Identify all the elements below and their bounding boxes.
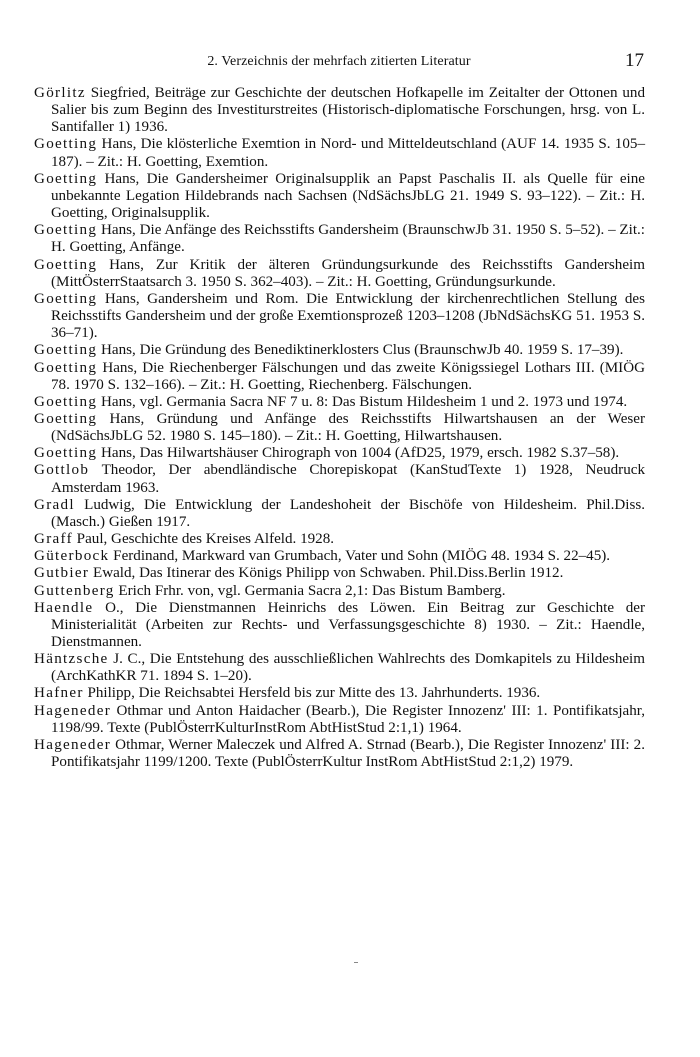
bibliography-entry	[34, 222, 645, 256]
bibliography-entry	[34, 136, 645, 170]
entry-text: Hans, Die Gandersheimer Originalsupplik an Papst Paschalis II. als Quelle für eine unbekannte Legation Hildebrands nach Sachsen (NdSächsJbLG 21. 1949 S. 93–122). – Zit.: H. Goetting, Originalsupplik.	[51, 170, 645, 222]
entry-text: Ewald, Das Itinerar des Königs Philipp von Schwaben. Phil.Diss.Berlin 1912.	[89, 565, 564, 582]
entry-author: Goetting	[34, 136, 98, 153]
entry-author: Goetting	[34, 256, 98, 273]
entry-text: J. C., Die Entstehung des ausschließlichen Wahlrechts des Domkapitels zu Hildesheim (ArchKathKR 71. 1894 S. 1–20).	[51, 651, 645, 685]
entry-text: Hans, Die Gründung des Benediktinerklosters Clus (BraunschwJb 40. 1959 S. 17–39).	[97, 342, 624, 359]
entry-author: Gottlob	[34, 462, 90, 479]
entry-author: Goetting	[34, 170, 98, 187]
entry-author: Goetting	[34, 445, 98, 462]
entry-text: Hans, Die klösterliche Exemtion in Nord- und Mitteldeutschland (AUF 14. 1935 S. 105–187). – Zit.: H. Goetting, Exemtion.	[51, 136, 645, 170]
entry-author: Guttenberg	[34, 582, 115, 599]
entry-text: Othmar, Werner Maleczek und Alfred A. Strnad (Bearb.), Die Register Innozenz' III: 2. Pontifikatsjahr 1199/1200. Texte (PublÖsterrKultur InstRom AbtHistStud 2:1,2) 1979.	[51, 736, 645, 771]
entry-author: Hafner	[34, 685, 84, 702]
page-number: 17	[625, 50, 644, 71]
bibliography-entry	[34, 565, 645, 582]
bibliography-entry	[34, 548, 645, 565]
entry-text: Hans, Gründung und Anfänge des Reichsstifts Hilwartshausen an der Weser (NdSächsJbLG 52. 1980 S. 145–180). – Zit.: H. Goetting, Hilwartshausen.	[51, 410, 645, 445]
entry-text: Ferdinand, Markward van Grumbach, Vater und Sohn (MIÖG 48. 1934 S. 22–45).	[109, 548, 611, 565]
running-title: 2. Verzeichnis der mehrfach zitierten Literatur	[207, 54, 471, 69]
entry-text: Hans, vgl. Germania Sacra NF 7 u. 8: Das Bistum Hildesheim 1 und 2. 1973 und 1974.	[97, 393, 628, 410]
bibliography-entry	[34, 531, 645, 548]
entry-text: Siegfried, Beiträge zur Geschichte der deutschen Hofkapelle im Zeitalter der Ottonen und Salier bis zum Beginn des Investiturstreites (Historisch-diplomatische Forschungen, hrsg. von L. Santifaller 1) 1936.	[51, 85, 645, 136]
stray-mark	[354, 962, 358, 963]
entry-author: Goetting	[34, 393, 98, 410]
bibliography-entry	[34, 685, 645, 702]
entry-author: Goetting	[34, 290, 98, 307]
entry-author: Hageneder	[34, 736, 112, 753]
entry-text: Hans, Zur Kritik der älteren Gründungsurkunde des Reichsstifts Gandersheim (MittÖsterrStaatsarch 3. 1950 S. 362–403). – Zit.: H. Goetting, Gründungsurkunde.	[51, 256, 645, 290]
bibliography-entry	[34, 651, 645, 685]
bibliography-entry	[34, 257, 645, 291]
entry-text: Paul, Geschichte des Kreises Alfeld. 1928.	[72, 531, 335, 548]
bibliography-entry	[34, 497, 645, 531]
bibliography-entry	[34, 394, 645, 411]
entry-author: Goetting	[34, 342, 98, 359]
entry-author: Häntzsche	[34, 651, 109, 668]
entry-text: Hans, Die Anfänge des Reichsstifts Gandersheim (BraunschwJb 31. 1950 S. 5–52). – Zit.: H. Goetting, Anfänge.	[51, 222, 645, 256]
entry-text: Hans, Die Riechenberger Fälschungen und das zweite Königssiegel Lothars III. (MIÖG 78. 1970 S. 132–166). – Zit.: H. Goetting, Riechenberg. Fälschungen.	[51, 359, 645, 393]
bibliography-entry	[34, 342, 645, 359]
entry-author: Gradl	[34, 496, 75, 513]
bibliography-entry	[34, 462, 645, 496]
bibliography-entry	[34, 600, 645, 651]
entry-text: Theodor, Der abendländische Chorepiskopat (KanStudTexte 1) 1928, Neudruck Amsterdam 1963.	[51, 462, 645, 496]
bibliography-entry	[34, 171, 645, 222]
entry-author: Goetting	[34, 222, 98, 239]
entry-text: Ludwig, Die Entwicklung der Landeshoheit der Bischöfe von Hildesheim. Phil.Diss. (Masch.) Gießen 1917.	[51, 496, 645, 530]
bibliography-entry	[34, 360, 645, 394]
entry-author: Güterbock	[34, 548, 110, 565]
entry-text: Erich Frhr. von, vgl. Germania Sacra 2,1: Das Bistum Bamberg.	[114, 582, 506, 599]
bibliography-entry	[34, 85, 645, 136]
entry-text: Hans, Das Hilwartshäuser Chirograph von 1004 (AfD25, 1979, ersch. 1982 S.37–58).	[97, 445, 620, 462]
bibliography-entry	[34, 703, 645, 737]
bibliography-entry	[34, 445, 645, 462]
bibliography-entry	[34, 737, 645, 771]
bibliography-entry	[34, 411, 645, 445]
entry-author: Gutbier	[34, 565, 90, 582]
running-head	[34, 52, 644, 74]
entry-text: O., Die Dienstmannen Heinrichs des Löwen. Ein Beitrag zur Geschichte der Ministerialität (Arbeiten zur Rechts- und Verfassungsgeschichte 8) 1930. – Zit.: Haendle, Dienstmannen.	[51, 599, 645, 650]
entry-text: Hans, Gandersheim und Rom. Die Entwicklung der kirchenrechtlichen Stellung des Reichsstifts Gandersheim und der große Exemtionsprozeß 1203–1208 (JbNdSächsKG 51. 1953 S. 36–71).	[51, 290, 645, 342]
entry-text: Othmar und Anton Haidacher (Bearb.), Die Register Innozenz' III: 1. Pontifikatsjahr, 1198/99. Texte (PublÖsterrKulturInstRom AbtHistStud 2:1,1) 1964.	[51, 702, 645, 736]
entry-author: Hageneder	[34, 702, 112, 719]
entry-author: Goetting	[34, 359, 98, 376]
bibliography-entry	[34, 291, 645, 342]
bibliography-list	[34, 85, 645, 771]
entry-text: Philipp, Die Reichsabtei Hersfeld bis zur Mitte des 13. Jahrhunderts. 1936.	[83, 685, 541, 702]
entry-author: Görlitz	[34, 85, 86, 101]
entry-author: Haendle	[34, 599, 94, 616]
bibliography-entry	[34, 583, 645, 600]
entry-author: Graff	[34, 531, 73, 548]
entry-author: Goetting	[34, 410, 98, 427]
